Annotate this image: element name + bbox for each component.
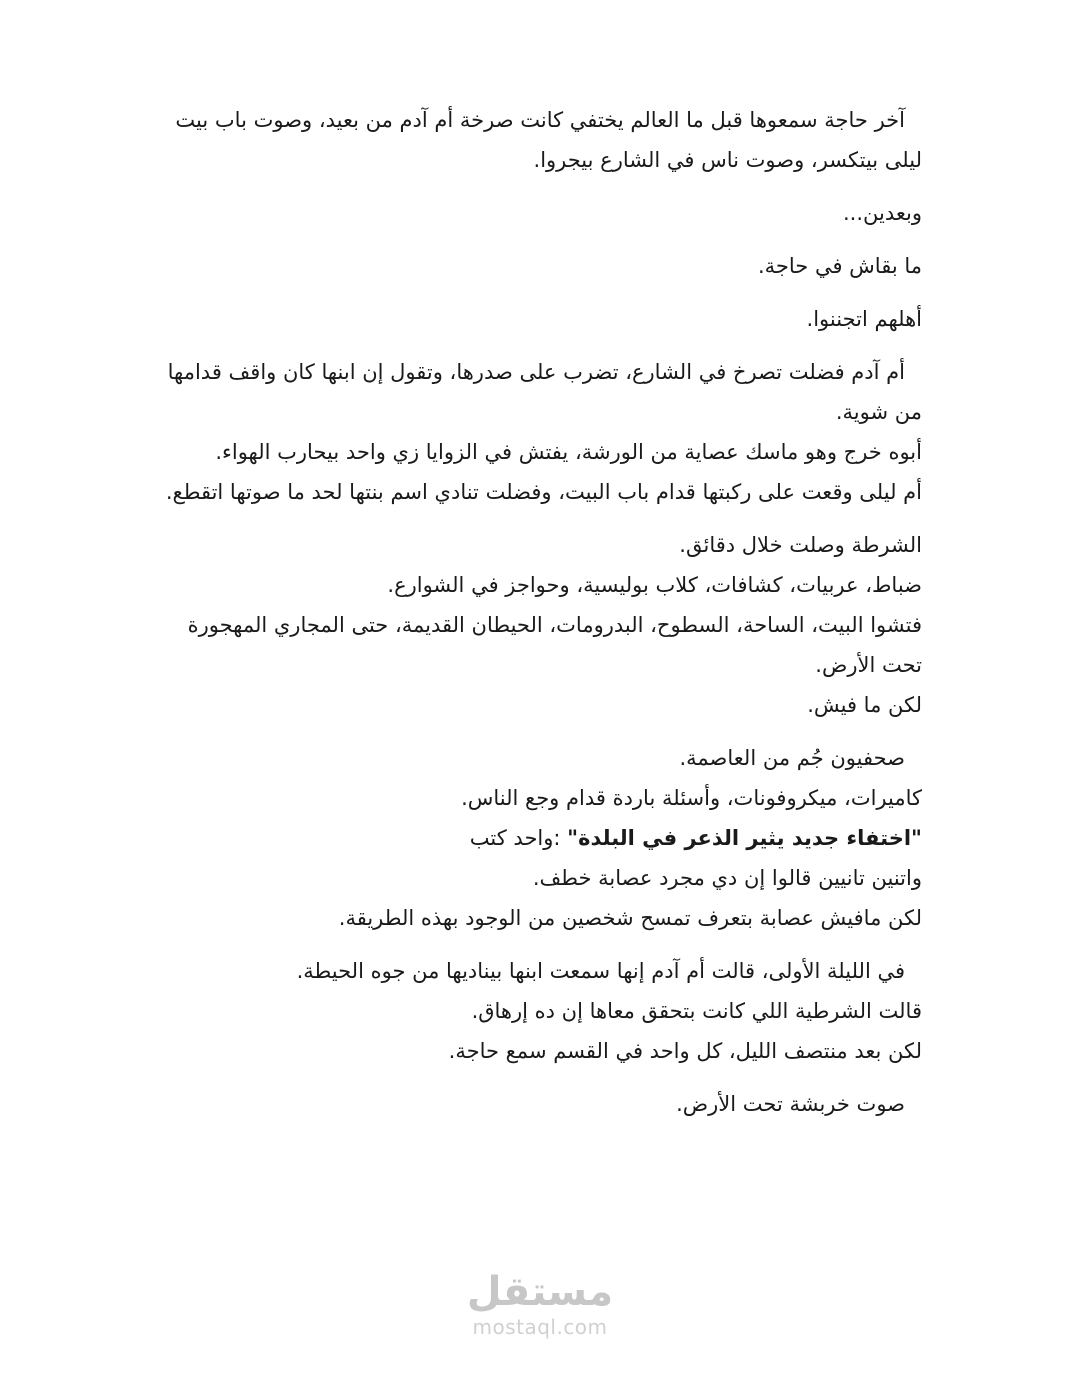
paragraph-line: ضباط، عربيات، كشافات، كلاب بوليسية، وحواجز في الشوارع. — [387, 573, 922, 597]
paragraph-line: لكن ما فيش. — [807, 693, 922, 717]
paragraph-line: آخر حاجة سمعوها قبل ما العالم يختفي كانت صرخة أم آدم من بعيد، وصوت باب بيت ليلى بيتكسر، وصوت ناس في الشارع بيجروا. — [175, 108, 922, 172]
paragraph-line: أم ليلى وقعت على ركبتها قدام باب البيت، وفضلت تنادي اسم بنتها لحد ما صوتها اتقطع. — [165, 480, 922, 504]
paragraph-opening — [156, 100, 922, 180]
paragraph-line: كاميرات، ميكروفونات، وأسئلة باردة قدام وجع الناس. — [461, 786, 922, 810]
paragraph-line: لكن مافيش عصابة بتعرف تمسح شخصين من الوجود بهذه الطريقة. — [338, 906, 922, 930]
paragraph-line: وبعدين... — [843, 201, 922, 225]
mostaql-domain-text: mostaql.com — [472, 1315, 608, 1339]
paragraph-scratching-sound — [156, 1084, 922, 1124]
paragraph-line: أم آدم فضلت تصرخ في الشارع، تضرب على صدرها، وتقول إن ابنها كان واقف قدامها من شوية. — [167, 360, 922, 424]
paragraph-parents-grief — [156, 352, 922, 512]
paragraph-nothing-left — [156, 246, 922, 286]
paragraph-line: لكن بعد منتصف الليل، كل واحد في القسم سمع حاجة. — [448, 1039, 922, 1063]
paragraph-first-night — [156, 951, 922, 1071]
paragraph-line: صوت خربشة تحت الأرض. — [676, 1092, 905, 1116]
paragraph-line: في الليلة الأولى، قالت أم آدم إنها سمعت ابنها بيناديها من جوه الحيطة. — [296, 959, 905, 983]
paragraph-line: فتشوا البيت، الساحة، السطوح، البدرومات، الحيطان القديمة، حتى المجاري المهجورة تحت الأرض. — [187, 613, 922, 677]
paragraph-line: قالت الشرطية اللي كانت بتحقق معاها إن ده إرهاق. — [471, 999, 922, 1023]
paragraph-line: أبوه خرج وهو ماسك عصاية من الورشة، يفتش في الزوايا زي واحد بيحارب الهواء. — [215, 440, 922, 464]
paragraph-line: صحفيون جُم من العاصمة. — [679, 746, 905, 770]
paragraph-families — [156, 299, 922, 339]
mostaql-logo: مستقل — [466, 1269, 614, 1315]
headline-attribution: :واحد كتب — [469, 826, 568, 850]
paragraph-line: واتنين تانيين قالوا إن دي مجرد عصابة خطف. — [532, 866, 922, 890]
watermark — [0, 1270, 1080, 1340]
document-page — [156, 100, 922, 1137]
headline-bold-text: "اختفاء جديد يثير الذعر في البلدة" — [567, 826, 922, 850]
paragraph-police — [156, 525, 922, 725]
headline-line — [156, 818, 922, 858]
paragraph-line: ما بقاش في حاجة. — [757, 254, 922, 278]
paragraph-press — [156, 738, 922, 938]
paragraph-then — [156, 193, 922, 233]
paragraph-line: أهلهم اتجننوا. — [806, 307, 922, 331]
paragraph-line: الشرطة وصلت خلال دقائق. — [679, 533, 922, 557]
